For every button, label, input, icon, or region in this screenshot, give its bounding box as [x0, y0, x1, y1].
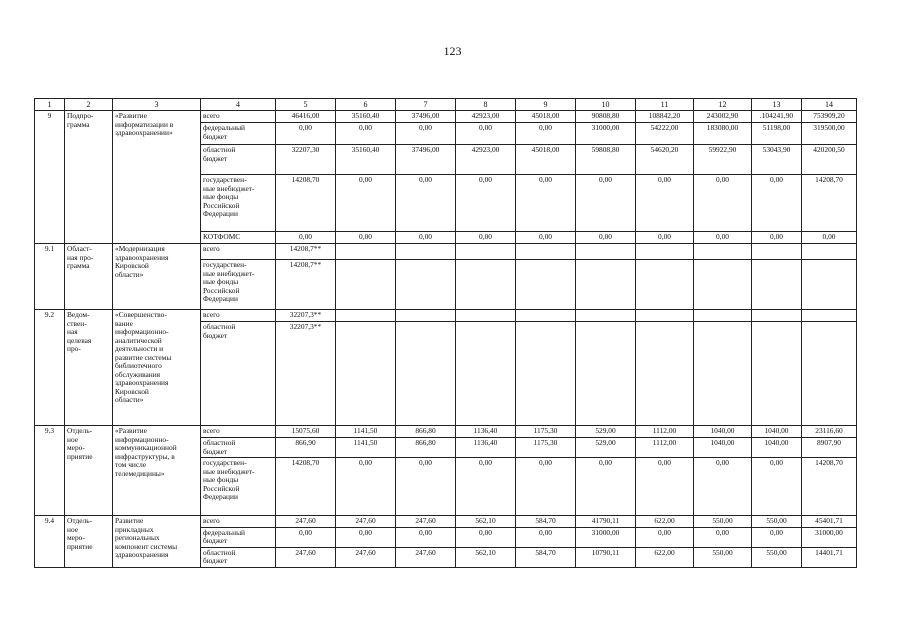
amount-cell: 41790,11 — [576, 516, 636, 528]
table-row — [35, 516, 857, 528]
amount-cell: 0,00 — [576, 175, 636, 232]
amount-cell: 562,10 — [456, 547, 516, 567]
column-number: 10 — [576, 99, 636, 111]
column-number: 8 — [456, 99, 516, 111]
amount-cell: 1040,00 — [752, 438, 802, 458]
table-row — [35, 426, 857, 438]
amount-cell — [396, 310, 456, 322]
amount-cell: 1175,30 — [516, 438, 576, 458]
amount-cell: 550,00 — [752, 547, 802, 567]
amount-cell: 32207,3** — [276, 310, 336, 322]
column-number: 1 — [35, 99, 65, 111]
amount-cell: 35160,40 — [336, 145, 396, 175]
amount-cell: 14401,71 — [802, 547, 857, 567]
amount-cell: 0,00 — [576, 232, 636, 244]
amount-cell: 0,00 — [516, 458, 576, 516]
amount-cell: 562,10 — [456, 516, 516, 528]
amount-cell: 0,00 — [336, 123, 396, 145]
amount-cell: 247,60 — [276, 547, 336, 567]
amount-cell: 247,60 — [276, 516, 336, 528]
amount-cell: 866,90 — [276, 438, 336, 458]
amount-cell — [576, 260, 636, 310]
amount-cell — [456, 310, 516, 322]
amount-cell: 10790,11 — [576, 547, 636, 567]
column-number: 5 — [276, 99, 336, 111]
amount-cell: 15075,60 — [276, 426, 336, 438]
amount-cell: 1040,00 — [694, 438, 752, 458]
amount-cell: 0,00 — [396, 123, 456, 145]
amount-cell — [636, 322, 694, 426]
amount-cell: 45401,71 — [802, 516, 857, 528]
amount-cell: 243002,90 — [694, 111, 752, 123]
amount-cell: 247,60 — [396, 547, 456, 567]
amount-cell — [636, 244, 694, 260]
amount-cell: 0,00 — [456, 123, 516, 145]
amount-cell: 32207,30 — [276, 145, 336, 175]
funding-source: всего — [201, 426, 276, 438]
amount-cell: 14208,70 — [276, 175, 336, 232]
funding-source: КОТФОМС — [201, 232, 276, 244]
column-number: 7 — [396, 99, 456, 111]
amount-cell: 31000,00 — [576, 123, 636, 145]
amount-cell: 0,00 — [396, 527, 456, 547]
amount-cell: 420200,50 — [802, 145, 857, 175]
amount-cell — [516, 310, 576, 322]
amount-cell — [694, 244, 752, 260]
amount-cell: 0,00 — [396, 458, 456, 516]
amount-cell: 14208,70 — [276, 458, 336, 516]
amount-cell: 1141,50 — [336, 438, 396, 458]
amount-cell: 37496,00 — [396, 111, 456, 123]
column-number: 3 — [113, 99, 201, 111]
row-name: Развитие прикладных региональных компонент системы здравоохранения — [113, 516, 201, 568]
amount-cell: 866,80 — [396, 438, 456, 458]
amount-cell: 0,00 — [636, 175, 694, 232]
column-number: 2 — [65, 99, 113, 111]
funding-source: всего — [201, 111, 276, 123]
amount-cell — [802, 310, 857, 322]
amount-cell — [802, 322, 857, 426]
amount-cell: 866,80 — [396, 426, 456, 438]
row-kind: Ведом- ствен- ная целевая про- — [65, 310, 113, 426]
amount-cell: 0,00 — [636, 458, 694, 516]
amount-cell — [576, 322, 636, 426]
row-code: 9 — [35, 111, 65, 244]
funding-source: всего — [201, 244, 276, 260]
amount-cell — [752, 260, 802, 310]
column-number: 6 — [336, 99, 396, 111]
amount-cell: 319500,00 — [802, 123, 857, 145]
amount-cell: 0,00 — [396, 175, 456, 232]
amount-cell: 550,00 — [694, 516, 752, 528]
amount-cell: 59808,80 — [576, 145, 636, 175]
amount-cell: 529,00 — [576, 426, 636, 438]
amount-cell — [752, 310, 802, 322]
amount-cell: 14208,7** — [276, 260, 336, 310]
amount-cell: 0,00 — [276, 123, 336, 145]
amount-cell — [636, 310, 694, 322]
amount-cell: 0,00 — [752, 175, 802, 232]
amount-cell: 0,00 — [336, 458, 396, 516]
amount-cell: 42923,00 — [456, 145, 516, 175]
row-kind: Отдель- ное меро- приятие — [65, 516, 113, 568]
amount-cell: 54222,00 — [636, 123, 694, 145]
amount-cell: 0,00 — [752, 458, 802, 516]
amount-cell: 0,00 — [456, 458, 516, 516]
amount-cell — [456, 322, 516, 426]
amount-cell — [456, 244, 516, 260]
amount-cell: 0,00 — [456, 232, 516, 244]
amount-cell: 37496,00 — [396, 145, 456, 175]
amount-cell — [576, 244, 636, 260]
funding-source: всего — [201, 310, 276, 322]
amount-cell: 59922,90 — [694, 145, 752, 175]
amount-cell: 622,00 — [636, 516, 694, 528]
row-kind: Отдель- ное меро- приятие — [65, 426, 113, 516]
funding-source: государствен- ные внебюджет- ные фонды Российской Федерации — [201, 260, 276, 310]
amount-cell: 1112,00 — [636, 426, 694, 438]
amount-cell: 45018,00 — [516, 145, 576, 175]
funding-source: областной бюджет — [201, 145, 276, 175]
amount-cell: 0,00 — [694, 232, 752, 244]
amount-cell — [396, 260, 456, 310]
amount-cell: 32207,3** — [276, 322, 336, 426]
amount-cell: 0,00 — [336, 527, 396, 547]
funding-source: федеральный бюджет — [201, 123, 276, 145]
amount-cell: 51198,00 — [752, 123, 802, 145]
amount-cell — [752, 244, 802, 260]
funding-source: федеральный бюджет — [201, 527, 276, 547]
amount-cell: 35160,40 — [336, 111, 396, 123]
amount-cell — [576, 310, 636, 322]
amount-cell: 46416,00 — [276, 111, 336, 123]
amount-cell: 0,00 — [516, 527, 576, 547]
amount-cell: 622,00 — [636, 547, 694, 567]
column-number: 11 — [636, 99, 694, 111]
amount-cell — [636, 260, 694, 310]
amount-cell: 0,00 — [576, 458, 636, 516]
amount-cell — [752, 322, 802, 426]
amount-cell — [694, 260, 752, 310]
amount-cell: 31000,00 — [802, 527, 857, 547]
amount-cell: 550,00 — [694, 547, 752, 567]
row-code: 9.3 — [35, 426, 65, 516]
amount-cell: 1136,40 — [456, 426, 516, 438]
amount-cell: 0,00 — [516, 175, 576, 232]
amount-cell — [396, 322, 456, 426]
amount-cell: 0,00 — [636, 232, 694, 244]
amount-cell: 1136,40 — [456, 438, 516, 458]
amount-cell — [336, 322, 396, 426]
funding-source: всего — [201, 516, 276, 528]
amount-cell: 14208,70 — [802, 175, 857, 232]
amount-cell: 8907,90 — [802, 438, 857, 458]
table-row — [35, 111, 857, 123]
amount-cell — [694, 322, 752, 426]
column-number: 12 — [694, 99, 752, 111]
amount-cell: 0,00 — [336, 175, 396, 232]
amount-cell: 0,00 — [336, 232, 396, 244]
row-name: «Развитие информационно- коммуникационной инфраструктуры, в том числе телемедицины» — [113, 426, 201, 516]
amount-cell: 90808,80 — [576, 111, 636, 123]
column-number: 13 — [752, 99, 802, 111]
amount-cell — [694, 310, 752, 322]
amount-cell: 54620,20 — [636, 145, 694, 175]
amount-cell: 0,00 — [694, 175, 752, 232]
amount-cell: 584,70 — [516, 547, 576, 567]
amount-cell: 0,00 — [752, 527, 802, 547]
amount-cell: 0,00 — [636, 527, 694, 547]
amount-cell: 753909,20 — [802, 111, 857, 123]
amount-cell: 1040,00 — [752, 426, 802, 438]
amount-cell: .104241,90 — [752, 111, 802, 123]
table-row — [35, 244, 857, 260]
amount-cell — [396, 244, 456, 260]
row-code: 9.1 — [35, 244, 65, 310]
amount-cell — [456, 260, 516, 310]
amount-cell: 1112,00 — [636, 438, 694, 458]
amount-cell: 42923,00 — [456, 111, 516, 123]
amount-cell: 1040,00 — [694, 426, 752, 438]
amount-cell: 529,00 — [576, 438, 636, 458]
amount-cell: 0,00 — [516, 123, 576, 145]
amount-cell: 0,00 — [516, 232, 576, 244]
amount-cell: 1175,30 — [516, 426, 576, 438]
amount-cell: 108842,20 — [636, 111, 694, 123]
amount-cell — [516, 244, 576, 260]
amount-cell: 23116,60 — [802, 426, 857, 438]
row-kind: Подпро- грамма — [65, 111, 113, 244]
amount-cell: 0,00 — [456, 175, 516, 232]
amount-cell: 247,60 — [336, 516, 396, 528]
amount-cell: 183080,00 — [694, 123, 752, 145]
amount-cell: 0,00 — [396, 232, 456, 244]
header-row — [35, 99, 857, 111]
amount-cell — [336, 310, 396, 322]
row-code: 9.2 — [35, 310, 65, 426]
amount-cell — [336, 244, 396, 260]
amount-cell — [802, 244, 857, 260]
amount-cell: 0,00 — [694, 458, 752, 516]
amount-cell: 550,00 — [752, 516, 802, 528]
amount-cell: 53043,90 — [752, 145, 802, 175]
amount-cell: 14208,7** — [276, 244, 336, 260]
row-kind: Област- ная про- грамма — [65, 244, 113, 310]
funding-source: государствен- ные внебюджет- ные фонды Российской Федерации — [201, 175, 276, 232]
amount-cell: 0,00 — [276, 527, 336, 547]
amount-cell: 31000,00 — [576, 527, 636, 547]
column-number: 4 — [201, 99, 276, 111]
amount-cell: 0,00 — [276, 232, 336, 244]
row-code: 9.4 — [35, 516, 65, 568]
amount-cell — [516, 260, 576, 310]
amount-cell: 45018,00 — [516, 111, 576, 123]
amount-cell — [336, 260, 396, 310]
amount-cell: 0,00 — [752, 232, 802, 244]
amount-cell: 14208,70 — [802, 458, 857, 516]
row-name: «Совершенство- вание информационно- аналитической деятельности и развитие системы библиотечного обслуживания здравоохранения Кировской области» — [113, 310, 201, 426]
amount-cell: 247,60 — [396, 516, 456, 528]
page-number: 123 — [443, 44, 462, 58]
column-number: 14 — [802, 99, 857, 111]
amount-cell: 247,60 — [336, 547, 396, 567]
amount-cell: 0,00 — [456, 527, 516, 547]
funding-source: областной бюджет — [201, 322, 276, 426]
funding-source: областной бюджет — [201, 438, 276, 458]
amount-cell: 584,70 — [516, 516, 576, 528]
funding-source: государствен- ные внебюджет- ные фонды Российской Федерации — [201, 458, 276, 516]
amount-cell — [516, 322, 576, 426]
amount-cell: 0,00 — [802, 232, 857, 244]
row-name: «Развитие информатизации в здравоохранении» — [113, 111, 201, 244]
column-number: 9 — [516, 99, 576, 111]
budget-table — [34, 98, 857, 568]
amount-cell — [802, 260, 857, 310]
amount-cell: 1141,50 — [336, 426, 396, 438]
amount-cell: 0,00 — [694, 527, 752, 547]
funding-source: областной бюджет — [201, 547, 276, 567]
row-name: «Модернизация здравоохранения Кировской области» — [113, 244, 201, 310]
table-row — [35, 310, 857, 322]
